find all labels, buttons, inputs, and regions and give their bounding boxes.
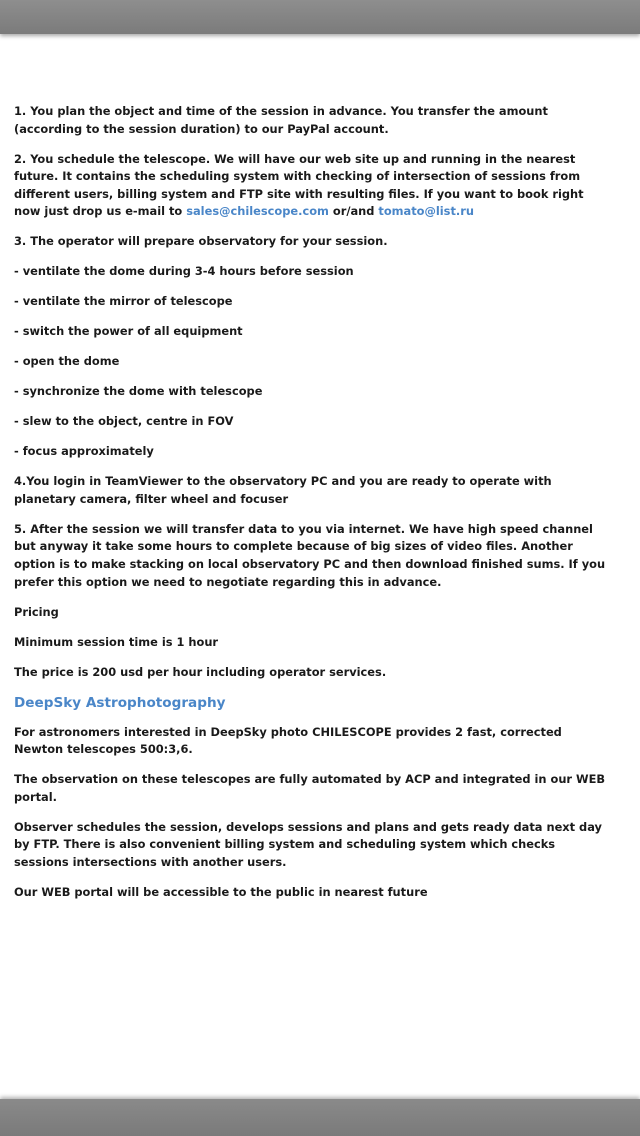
bottom-toolbar: [0, 1099, 640, 1136]
deepsky-paragraph-4: Our WEB portal will be accessible to the public in nearest future: [14, 884, 428, 899]
operator-step-item: - slew to the object, centre in FOV: [14, 414, 234, 429]
paragraph-step-1: 1. You plan the object and time of the session in advance. You transfer the amount (according to the session duration) to our PayPal account.: [14, 104, 548, 136]
sales-email-link[interactable]: sales@chilescope.com: [186, 204, 329, 219]
price-text: The price is 200 usd per hour including operator services.: [14, 664, 387, 679]
paragraph-step-3: 3. The operator will prepare observatory for your session.: [14, 234, 388, 249]
email-separator: or/and: [328, 204, 379, 219]
operator-step-item: - synchronize the dome with telescope: [14, 384, 263, 399]
pricing-label: Pricing: [14, 604, 59, 619]
paragraph-step-4: 4.You login in TeamViewer to the observatory PC and you are ready to operate with planetary camera, filter wheel and focuser: [14, 474, 552, 506]
deepsky-paragraph-3: Observer schedules the session, develops sessions and plans and gets ready data next day by FTP. There is also convenient billing system and scheduling system which checks sessions intersections with another users.: [14, 819, 602, 869]
deepsky-heading: DeepSky Astrophotography: [14, 694, 226, 711]
top-toolbar: [0, 0, 640, 34]
operator-step-item: - ventilate the mirror of telescope: [14, 294, 233, 309]
document-body: [14, 103, 612, 914]
operator-step-item: - switch the power of all equipment: [14, 324, 243, 339]
tomato-email-link[interactable]: tomato@list.ru: [378, 204, 474, 219]
operator-step-item: - open the dome: [14, 354, 120, 369]
operator-step-item: - ventilate the dome during 3-4 hours before session: [14, 264, 354, 279]
operator-step-item: - focus approximately: [14, 444, 154, 459]
minimum-session-text: Minimum session time is 1 hour: [14, 634, 219, 649]
step-2-text: 2. You schedule the telescope. We will have our web site up and running in the nearest future. It contains the scheduling system with checking of intersection of sessions from different users, billing system and FTP site with resulting files. If you want to book right now just drop us e-mail to: [14, 151, 584, 219]
paragraph-step-2: [14, 151, 612, 221]
paragraph-step-5: 5. After the session we will transfer data to you via internet. We have high speed channel but anyway it take some hours to complete because of big sizes of video files. Another option is to make stacking on local observatory PC and then download finished sums. If you prefer this option we need to negotiate regarding this in advance.: [14, 521, 606, 589]
deepsky-paragraph-1: For astronomers interested in DeepSky photo CHILESCOPE provides 2 fast, corrected Newton telescopes 500:3,6.: [14, 724, 562, 757]
deepsky-paragraph-2: The observation on these telescopes are fully automated by ACP and integrated in our WEB portal.: [14, 772, 606, 804]
